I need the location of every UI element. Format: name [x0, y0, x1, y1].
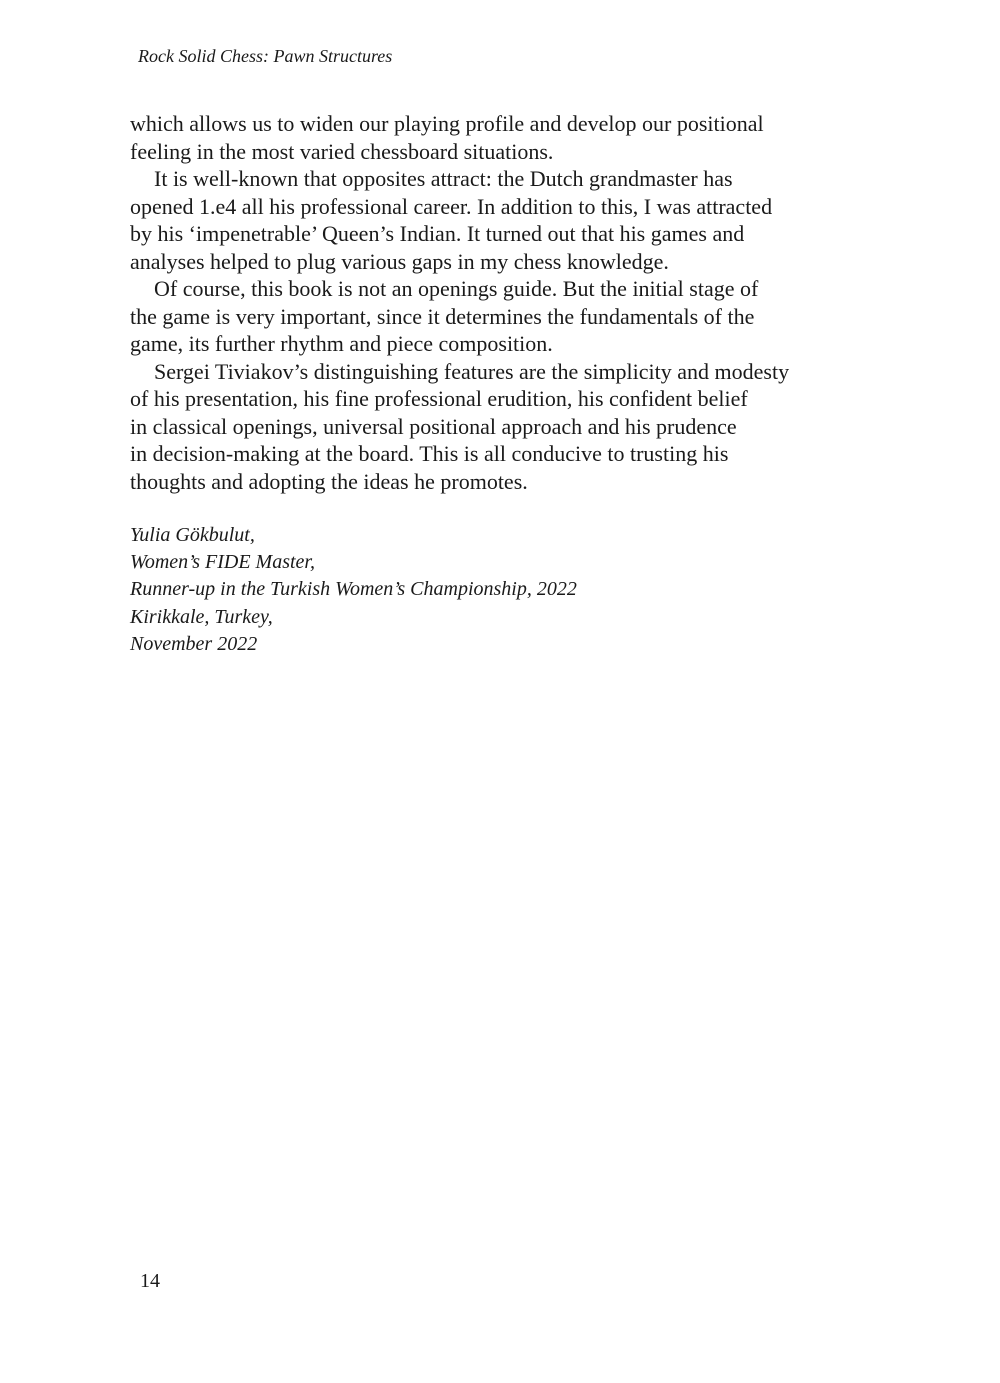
text-line: game, its further rhythm and piece composition.	[130, 331, 553, 356]
page-number: 14	[140, 1270, 160, 1292]
text-line: Of course, this book is not an openings guide. But the initial stage of	[154, 276, 759, 301]
signature-title: Women’s FIDE Master,	[130, 551, 315, 574]
text-line: which allows us to widen our playing profile and develop our positional	[130, 111, 764, 136]
text-line: opened 1.e4 all his professional career. In addition to this, I was attracted	[130, 193, 773, 219]
running-header: Rock Solid Chess: Pawn Structures	[138, 46, 393, 66]
text-line: in decision-making at the board. This is all conducive to trusting his	[130, 441, 729, 466]
signature-date: November 2022	[130, 632, 258, 655]
text-line: the game is very important, since it determines the fundamentals of the	[130, 303, 755, 329]
text-line: analyses helped to plug various gaps in my chess knowledge.	[130, 248, 669, 274]
text-line: of his presentation, his fine professional erudition, his confident belief	[130, 386, 748, 411]
signature-block	[130, 522, 577, 658]
text-line: in classical openings, universal positional approach and his prudence	[130, 413, 737, 439]
signature-name: Yulia Gökbulut,	[130, 524, 255, 546]
text-line: thoughts and adopting the ideas he promotes.	[130, 468, 528, 494]
signature-achievement: Runner-up in the Turkish Women’s Championship, 2022	[130, 578, 577, 601]
signature-location: Kirikkale, Turkey,	[130, 605, 273, 628]
body-text	[130, 110, 870, 495]
text-line: Sergei Tiviakov’s distinguishing features are the simplicity and modesty	[154, 358, 790, 384]
text-line: It is well-known that opposites attract: the Dutch grandmaster has	[154, 166, 733, 191]
text-line: feeling in the most varied chessboard situations.	[130, 138, 554, 164]
text-line: by his ‘impenetrable’ Queen’s Indian. It turned out that his games and	[130, 221, 745, 246]
